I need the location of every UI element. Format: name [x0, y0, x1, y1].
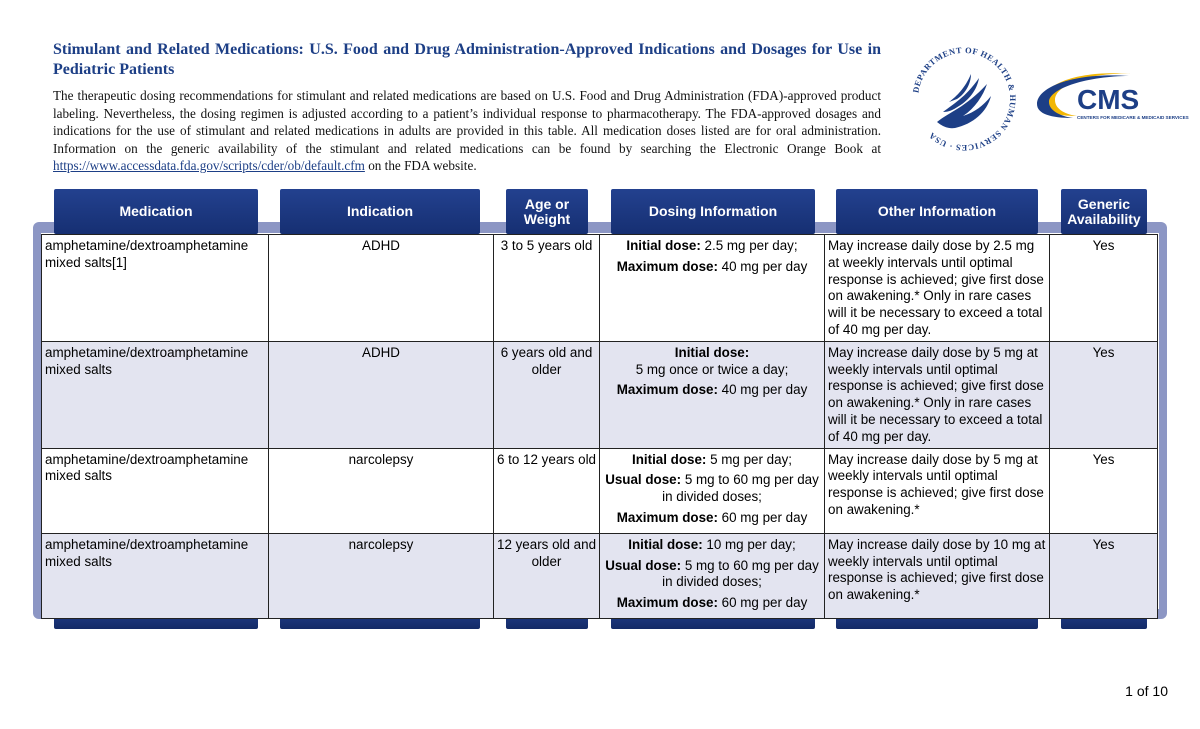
other-info-cell: May increase daily dose by 5 mg at weekly intervals until optimal response is achieved; give first dose on awakening.* Only in rare cases will it be necessary to exceed a total of 40 mg per day.	[825, 341, 1050, 448]
dosing-cell: Initial dose: 5 mg per day; Usual dose: 5 mg to 60 mg per day in divided doses; Maximum dose: 60 mg per day	[600, 448, 825, 533]
table-row	[42, 235, 1158, 342]
medication-cell: amphetamine/dextroamphetamine mixed salts[1]	[42, 235, 269, 342]
table-row	[42, 533, 1158, 618]
page-number: 1 of 10	[1125, 683, 1168, 699]
medication-cell: amphetamine/dextroamphetamine mixed salts	[42, 341, 269, 448]
other-info-cell: May increase daily dose by 2.5 mg at weekly intervals until optimal response is achieved; give first dose on awakening.* Only in rare cases will it be necessary to exceed a total of 40 mg per day.	[825, 235, 1050, 342]
indication-cell: ADHD	[269, 235, 494, 342]
generic-cell: Yes	[1050, 341, 1158, 448]
table-row	[42, 448, 1158, 533]
medication-table	[41, 234, 1158, 619]
orange-book-link[interactable]: https://www.accessdata.fda.gov/scripts/cder/ob/default.cfm	[53, 158, 365, 174]
indication-cell: ADHD	[269, 341, 494, 448]
age-cell: 6 years old and older	[494, 341, 600, 448]
indication-cell: narcolepsy	[269, 448, 494, 533]
svg-text:DEPARTMENT OF HEALTH & HUMAN S: DEPARTMENT OF HEALTH & HUMAN SERVICES · USA	[911, 45, 1018, 153]
medication-cell: amphetamine/dextroamphetamine mixed salts	[42, 533, 269, 618]
intro-paragraph	[53, 87, 881, 175]
age-cell: 6 to 12 years old	[494, 448, 600, 533]
column-header-medication: Medication	[54, 189, 258, 234]
column-header-age: Age or Weight	[506, 189, 588, 234]
hhs-seal-logo	[903, 38, 1025, 160]
age-cell: 3 to 5 years old	[494, 235, 600, 342]
other-info-cell: May increase daily dose by 5 mg at weekly intervals until optimal response is achieved; give first dose on awakening.*	[825, 448, 1050, 533]
table-row	[42, 341, 1158, 448]
dosing-cell: Initial dose: 5 mg once or twice a day; Maximum dose: 40 mg per day	[600, 341, 825, 448]
column-header-generic: Generic Availability	[1061, 189, 1147, 234]
cms-logo	[1033, 68, 1189, 128]
dosing-cell: Initial dose: 10 mg per day; Usual dose: 5 mg to 60 mg per day in divided doses; Maximum dose: 60 mg per day	[600, 533, 825, 618]
column-header-indication: Indication	[280, 189, 480, 234]
column-header-other: Other Information	[836, 189, 1038, 234]
intro-text: The therapeutic dosing recommendations for stimulant and related medications are based on U.S. Food and Drug Administration (FDA)-approved product labeling. Nevertheless, the dosing regimen is adjusted according to a patient’s individual response to pharmacotherapy. The FDA-approved dosages and indications for the use of stimulant and related medications in adults are provided in this table. All medication doses listed are for oral administration. Information on the generic availability of the stimulant and related medications can be found by searching the Electronic Orange Book at	[53, 88, 881, 156]
dosing-cell: Initial dose: 2.5 mg per day; Maximum dose: 40 mg per day	[600, 235, 825, 342]
generic-cell: Yes	[1050, 448, 1158, 533]
document-title: Stimulant and Related Medications: U.S. Food and Drug Administration-Approved Indications and Dosages for Use in Pediatric Patients	[53, 41, 881, 78]
indication-cell: narcolepsy	[269, 533, 494, 618]
medication-cell: amphetamine/dextroamphetamine mixed salts	[42, 448, 269, 533]
cms-wordmark: CMS	[1077, 84, 1140, 115]
intro-suffix: on the FDA website.	[364, 158, 477, 174]
generic-cell: Yes	[1050, 533, 1158, 618]
generic-cell: Yes	[1050, 235, 1158, 342]
other-info-cell: May increase daily dose by 10 mg at weekly intervals until optimal response is achieved; give first dose on awakening.*	[825, 533, 1050, 618]
column-header-dosing: Dosing Information	[611, 189, 815, 234]
age-cell: 12 years old and older	[494, 533, 600, 618]
cms-subtitle: CENTERS FOR MEDICARE & MEDICAID SERVICES	[1077, 115, 1189, 120]
